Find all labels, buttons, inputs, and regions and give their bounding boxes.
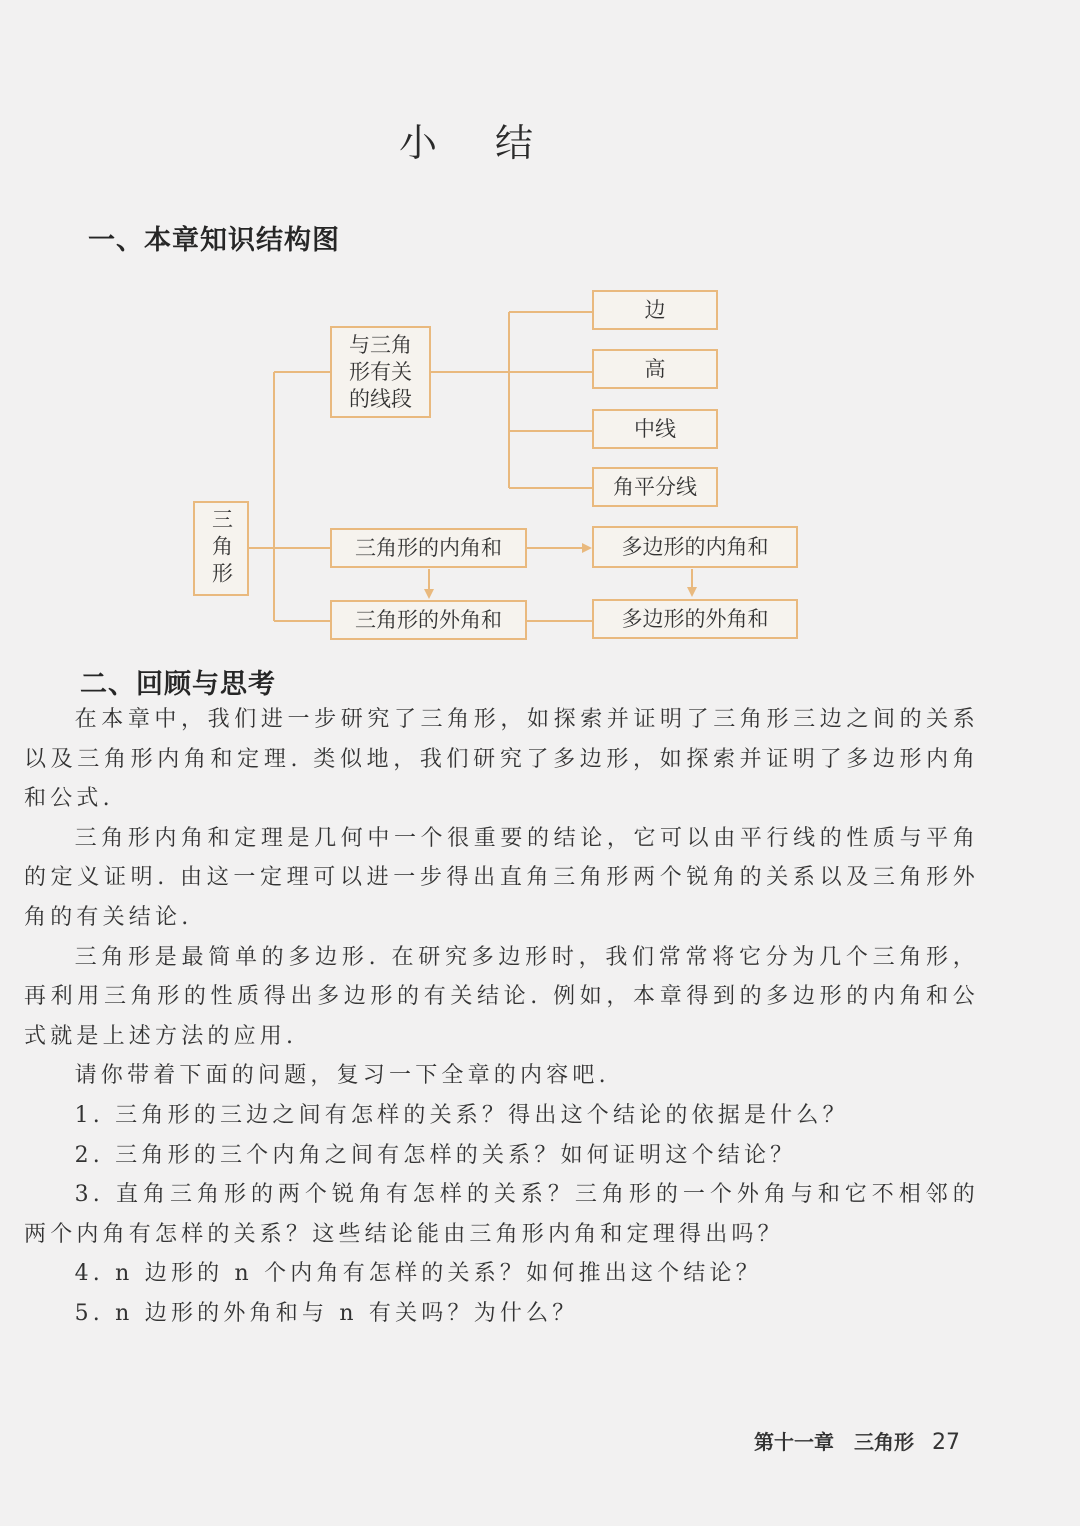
review-paragraph: 三角形是最简单的多边形. 在研究多边形时，我们常常将它分为几个三角形，再利用三角形的性质得出多边形的有关结论. 例如，本章得到的多边形的内角和公式就是上述方法的应用.	[24, 944, 979, 1049]
review-paragraph: 请你带着下面的问题，复习一下全章的内容吧.	[74, 1063, 610, 1089]
node-triangle-root: 三角形	[193, 501, 249, 596]
arrow-head	[582, 543, 592, 553]
arrow-head	[687, 587, 697, 597]
page-title: 小结	[398, 121, 591, 165]
node-segment-angle-bisector: 角平分线	[592, 467, 718, 507]
page-number: 27	[932, 1430, 960, 1455]
footer-topic: 三角形	[854, 1430, 914, 1454]
node-related-segments: 与三角形有关的线段	[330, 326, 431, 418]
arrow-head	[424, 589, 434, 599]
review-text	[24, 700, 979, 1334]
review-question: 1. 三角形的三边之间有怎样的关系？得出这个结论的依据是什么？	[74, 1102, 849, 1128]
review-paragraph: 三角形内角和定理是几何中一个很重要的结论，它可以由平行线的性质与平角的定义证明. 由这一定理可以进一步得出直角三角形两个锐角的关系以及三角形外角的有关结论.	[24, 825, 979, 930]
node-segment-median: 中线	[592, 409, 718, 449]
review-question: 5. n 边形的外角和与 n 有关吗？为什么？	[74, 1300, 579, 1326]
knowledge-structure-diagram	[0, 0, 1080, 660]
section-heading-review: 二、回顾与思考	[80, 669, 276, 700]
node-segment-side: 边	[592, 290, 718, 330]
node-triangle-exterior-sum: 三角形的外角和	[330, 600, 527, 640]
diagram-connectors	[0, 0, 1080, 660]
page-footer	[754, 1426, 960, 1455]
review-question: 4. n 边形的 n 个内角有怎样的关系？如何推出这个结论？	[74, 1261, 762, 1287]
node-triangle-interior-sum: 三角形的内角和	[330, 528, 527, 568]
node-polygon-interior-sum: 多边形的内角和	[592, 526, 798, 568]
footer-chapter: 第十一章	[754, 1430, 834, 1454]
node-segment-altitude: 高	[592, 349, 718, 389]
node-polygon-exterior-sum: 多边形的外角和	[592, 599, 798, 639]
review-paragraph: 在本章中，我们进一步研究了三角形，如探索并证明了三角形三边之间的关系以及三角形内角和定理. 类似地，我们研究了多边形，如探索并证明了多边形内角和公式.	[24, 707, 979, 812]
review-question: 2. 三角形的三个内角之间有怎样的关系？如何证明这个结论？	[74, 1142, 797, 1168]
review-question: 3. 直角三角形的两个锐角有怎样的关系？三角形的一个外角与和它不相邻的两个内角有怎样的关系？这些结论能由三角形内角和定理得出吗？	[24, 1182, 979, 1247]
section-heading-structure-map: 一、本章知识结构图	[88, 225, 340, 256]
